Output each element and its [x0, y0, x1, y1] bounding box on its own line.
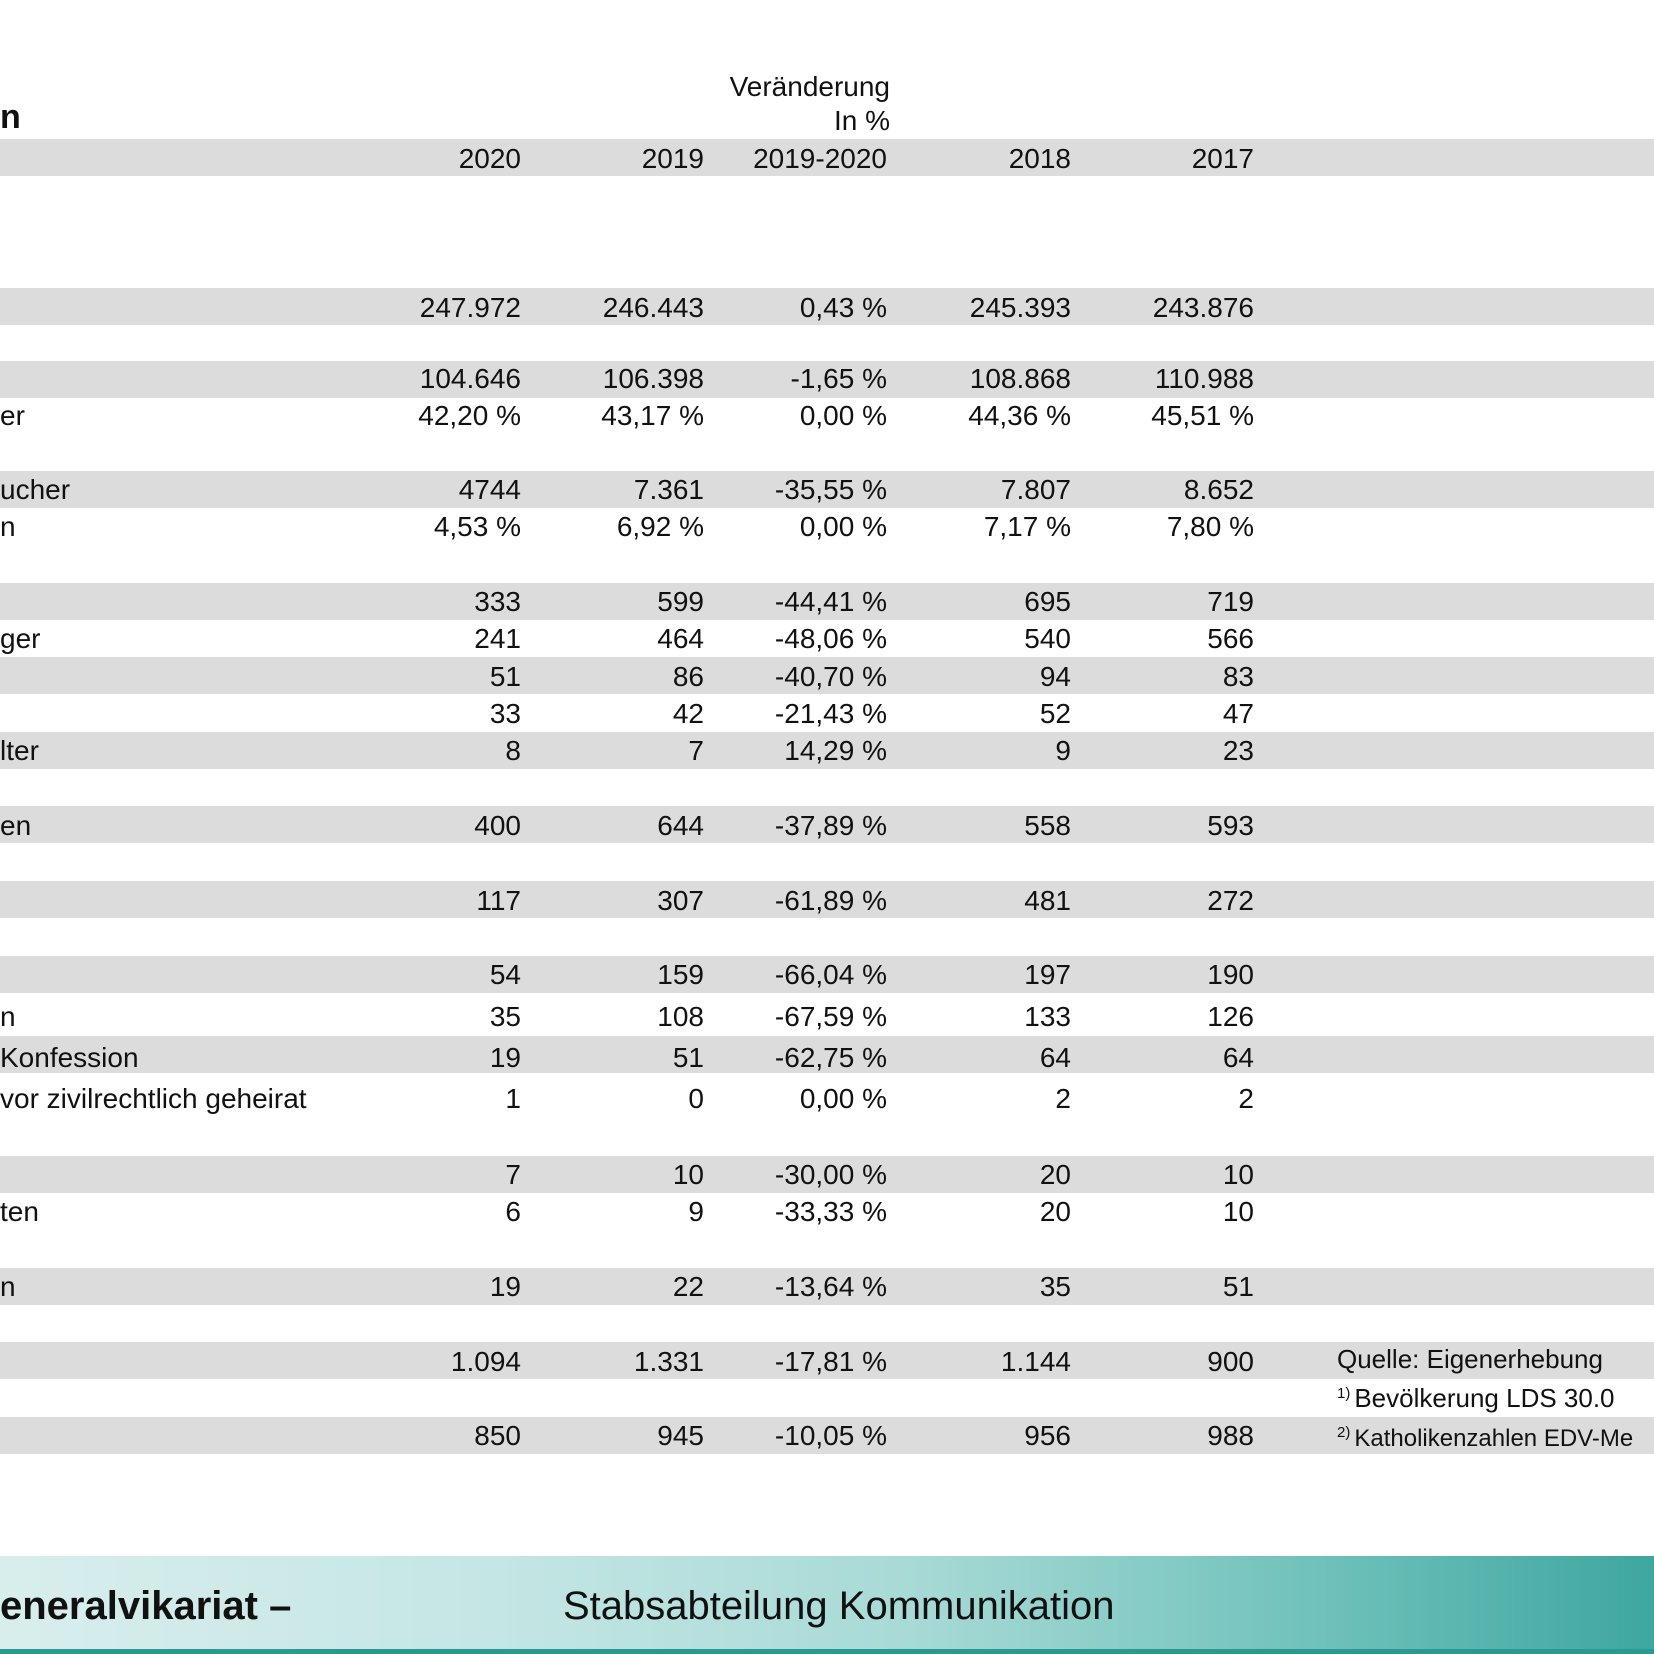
cell-2019: 0	[688, 1083, 704, 1114]
row-label: n	[0, 511, 16, 542]
cell-change: 0,00 %	[799, 511, 887, 542]
table-row	[0, 658, 1654, 695]
cell-2018: 64	[1039, 1042, 1071, 1073]
cell-2019: 159	[657, 959, 704, 990]
cell-2019: 1.331	[633, 1346, 704, 1377]
column-header-change: 2019-2020	[753, 143, 887, 174]
cell-2020: 8	[505, 735, 521, 766]
cell-2018: 197	[1024, 959, 1071, 990]
cell-2019: 43,17 %	[601, 400, 704, 431]
cell-change: -48,06 %	[774, 623, 887, 654]
cell-change: 0,43 %	[799, 292, 887, 323]
row-label: n	[0, 1001, 16, 1032]
table-row	[0, 807, 1654, 844]
cell-2020: 1	[505, 1083, 521, 1114]
cell-2019: 22	[672, 1271, 704, 1302]
cell-2018: 245.393	[969, 292, 1071, 323]
table-row	[0, 360, 1654, 397]
footer-bar	[0, 1556, 1654, 1654]
cell-2018: 44,36 %	[968, 400, 1071, 431]
cell-2020: 333	[474, 586, 521, 617]
cell-2018: 133	[1024, 1001, 1071, 1032]
cell-2017: 988	[1207, 1420, 1254, 1451]
cell-change: -21,43 %	[774, 698, 887, 729]
cell-2017: 10	[1222, 1196, 1254, 1227]
cell-2017: 126	[1207, 1001, 1254, 1032]
table-row	[0, 695, 1654, 732]
cell-2017: 64	[1222, 1042, 1254, 1073]
source-note: Quelle: Eigenerhebung	[1337, 1344, 1603, 1374]
cell-2018: 1.144	[1000, 1346, 1071, 1377]
cell-2020: 35	[489, 1001, 521, 1032]
column-header-row	[0, 140, 1654, 177]
change-header-line2: In %	[833, 105, 890, 136]
cell-2017: 23	[1222, 735, 1254, 766]
table-row	[0, 620, 1654, 657]
cell-change: -35,55 %	[774, 474, 887, 505]
cell-2019: 108	[657, 1001, 704, 1032]
cell-2017: 8.652	[1183, 474, 1254, 505]
footnote-2-mark: 2)	[1337, 1424, 1351, 1441]
footnote-2	[1337, 1424, 1633, 1453]
cell-change: 0,00 %	[799, 1083, 887, 1114]
cell-change: -17,81 %	[774, 1346, 887, 1377]
cell-2017: 47	[1222, 698, 1254, 729]
cell-2019: 10	[672, 1159, 704, 1190]
cell-2020: 4744	[458, 474, 521, 505]
cell-2020: 241	[474, 623, 521, 654]
cell-2017: 7,80 %	[1166, 511, 1254, 542]
cell-2017: 719	[1207, 586, 1254, 617]
cell-change: 0,00 %	[799, 400, 887, 431]
cell-2020: 400	[474, 810, 521, 841]
cell-2017: 190	[1207, 959, 1254, 990]
page-title: n	[0, 98, 21, 136]
table-row	[0, 508, 1654, 545]
row-label: er	[0, 400, 25, 431]
cell-2019: 599	[657, 586, 704, 617]
cell-2017: 593	[1207, 810, 1254, 841]
cell-2018: 52	[1039, 698, 1071, 729]
cell-2020: 42,20 %	[418, 400, 521, 431]
cell-2017: 900	[1207, 1346, 1254, 1377]
cell-2020: 850	[474, 1420, 521, 1451]
cell-change: -67,59 %	[774, 1001, 887, 1032]
table-row	[0, 1268, 1654, 1305]
cell-2019: 246.443	[602, 292, 704, 323]
cell-change: -37,89 %	[774, 810, 887, 841]
cell-2020: 6	[505, 1196, 521, 1227]
cell-2020: 117	[476, 885, 521, 916]
cell-2019: 9	[688, 1196, 704, 1227]
cell-change: -10,05 %	[774, 1420, 887, 1451]
cell-2019: 307	[657, 885, 704, 916]
cell-2017: 110.988	[1154, 363, 1254, 394]
cell-2019: 7.361	[633, 474, 704, 505]
cell-2017: 83	[1222, 661, 1254, 692]
footnote-1-mark: 1)	[1337, 1385, 1351, 1402]
cell-2020: 54	[489, 959, 521, 990]
change-header-line1: Veränderung	[729, 71, 890, 102]
row-label: lter	[0, 735, 39, 766]
cell-2018: 956	[1024, 1420, 1071, 1451]
row-label: en	[0, 810, 32, 841]
table-row	[0, 289, 1654, 326]
column-header-2018: 2018	[1008, 143, 1071, 174]
footer-divider	[0, 1649, 1654, 1654]
row-label: vor zivilrechtlich geheirat	[0, 1083, 307, 1114]
row-label: Konfession	[0, 1042, 139, 1073]
cell-2017: 243.876	[1152, 292, 1254, 323]
table-row	[0, 1156, 1654, 1193]
row-label: ten	[0, 1196, 39, 1227]
cell-2018: 94	[1039, 661, 1071, 692]
column-header-2020: 2020	[458, 143, 521, 174]
footnote-2-text: Katholikenzahlen EDV-Me	[1354, 1425, 1634, 1452]
cell-2019: 644	[657, 810, 704, 841]
column-header-2019: 2019	[641, 143, 704, 174]
cell-change: -13,64 %	[774, 1271, 887, 1302]
cell-2020: 4,53 %	[433, 511, 521, 542]
cell-2019: 42	[672, 698, 704, 729]
cell-2020: 51	[489, 661, 521, 692]
cell-2018: 9	[1055, 735, 1071, 766]
row-label: n	[0, 1271, 16, 1302]
table-row	[0, 732, 1654, 769]
cell-2017: 45,51 %	[1151, 400, 1254, 431]
cell-change: -1,65 %	[790, 363, 887, 394]
cell-2017: 272	[1207, 885, 1254, 916]
cell-2020: 19	[489, 1042, 521, 1073]
table-row	[0, 583, 1654, 620]
cell-2019: 6,92 %	[616, 511, 704, 542]
footer-department: Stabsabteilung Kommunikation	[563, 1584, 1115, 1628]
cell-change: -33,33 %	[774, 1196, 887, 1227]
column-header-2017: 2017	[1191, 143, 1254, 174]
cell-2018: 540	[1024, 623, 1071, 654]
cell-2019: 86	[672, 661, 704, 692]
cell-change: 14,29 %	[784, 735, 887, 766]
cell-2019: 464	[657, 623, 704, 654]
cell-2018: 20	[1039, 1196, 1071, 1227]
cell-2018: 2	[1055, 1083, 1071, 1114]
cell-change: -61,89 %	[774, 885, 887, 916]
cell-2020: 104.646	[419, 363, 521, 394]
cell-2018: 558	[1024, 810, 1071, 841]
cell-change: -62,75 %	[774, 1042, 887, 1073]
cell-2019: 106.398	[602, 363, 704, 394]
cell-2019: 945	[657, 1420, 704, 1451]
cell-2018: 7.807	[1000, 474, 1071, 505]
cell-2019: 51	[672, 1042, 704, 1073]
cell-2020: 19	[489, 1271, 521, 1302]
cell-2018: 108.868	[969, 363, 1071, 394]
cell-2020: 33	[489, 698, 521, 729]
table-row	[0, 471, 1654, 508]
table-row	[0, 882, 1654, 919]
cell-2018: 7,17 %	[983, 511, 1071, 542]
footnote-1	[1337, 1383, 1615, 1414]
table-row	[0, 956, 1654, 993]
cell-2020: 1.094	[450, 1346, 521, 1377]
cell-2017: 51	[1222, 1271, 1254, 1302]
cell-2018: 20	[1039, 1159, 1071, 1190]
cell-2019: 7	[688, 735, 704, 766]
table-row	[0, 1193, 1654, 1230]
cell-change: -30,00 %	[774, 1159, 887, 1190]
table-row	[0, 998, 1654, 1035]
cell-2020: 247.972	[419, 292, 521, 323]
cell-2018: 695	[1024, 586, 1071, 617]
cell-2018: 481	[1024, 885, 1071, 916]
cell-2017: 2	[1238, 1083, 1254, 1114]
table-row	[0, 1080, 1654, 1117]
table-row	[0, 1039, 1654, 1076]
cell-2018: 35	[1039, 1271, 1071, 1302]
cell-2020: 7	[505, 1159, 521, 1190]
footer-organization: eneralvikariat –	[0, 1584, 292, 1628]
cell-change: -40,70 %	[774, 661, 887, 692]
cell-2017: 566	[1207, 623, 1254, 654]
cell-change: -66,04 %	[774, 959, 887, 990]
row-label: ger	[0, 623, 41, 654]
cell-change: -44,41 %	[774, 586, 887, 617]
row-label: ucher	[0, 474, 71, 505]
table-row	[0, 397, 1654, 434]
cell-2017: 10	[1222, 1159, 1254, 1190]
footnote-1-text: Bevölkerung LDS 30.0	[1354, 1383, 1615, 1413]
